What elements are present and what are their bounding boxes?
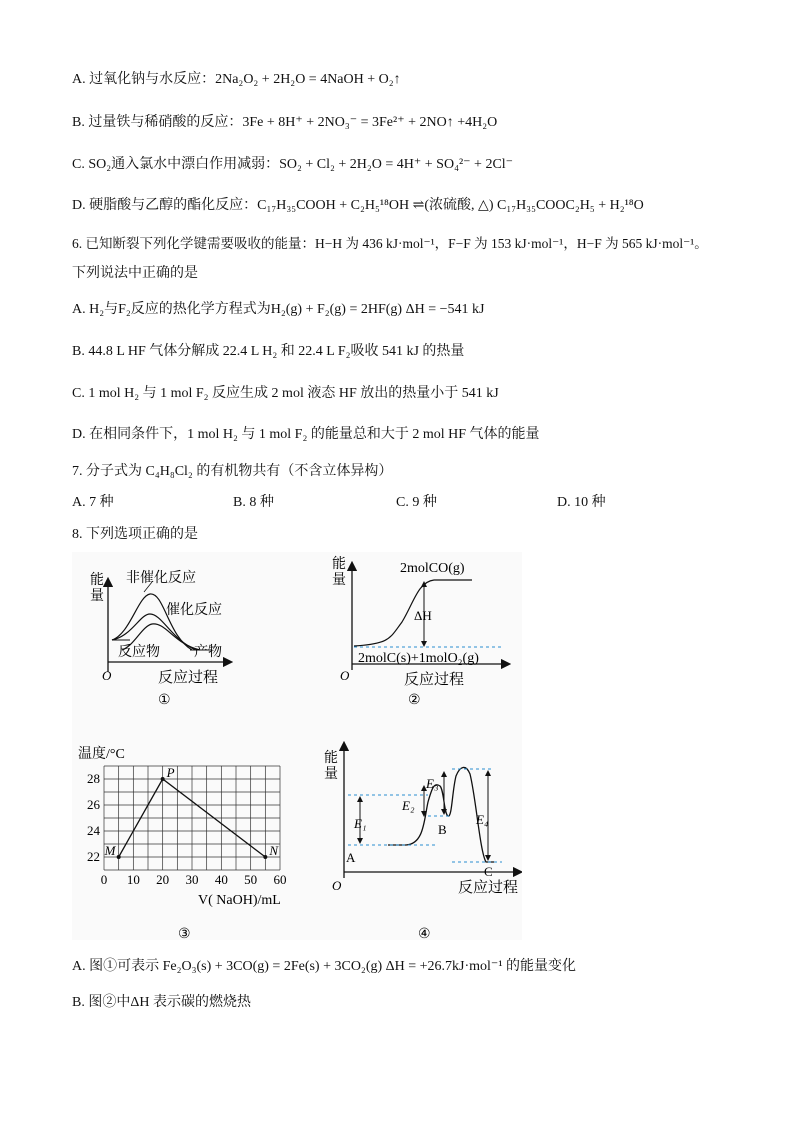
- fig3-point-label-p: P: [166, 765, 175, 780]
- fig4-y-label-1: 能: [324, 751, 338, 766]
- fig3-x-tick-label: 30: [185, 872, 199, 887]
- fig1-x-label: 反应过程: [158, 670, 219, 686]
- fig3-x-tick-label: 40: [214, 872, 228, 887]
- fig4-e1-label: E₁: [354, 816, 367, 831]
- fig1-product-label: 产物: [194, 645, 222, 660]
- fig3-caption: ③: [178, 927, 191, 940]
- fig3-x-label: V( NaOH)/mL: [198, 893, 281, 908]
- fig4-caption: ④: [418, 927, 431, 940]
- fig2-top-label: 2molCO(g): [400, 561, 465, 576]
- q5-option-a: A. 过氧化钠与水反应：2Na₂O₂ + 2H₂O = 4NaOH + O₂↑: [72, 72, 401, 87]
- fig2-caption: ②: [408, 693, 421, 708]
- q6-stem-line1: 6. 已知断裂下列化学键需要吸收的能量：H−H 为 436 kJ·mol⁻¹，F−F 为 153 kJ·mol⁻¹，H−F 为 565 kJ·mol⁻¹。: [72, 236, 708, 251]
- fig1-origin: O: [102, 668, 112, 683]
- q6-option-a: A. H₂与F₂反应的热化学方程式为H₂(g) + F₂(g) = 2HF(g) ΔH = −541 kJ: [72, 302, 485, 317]
- fig4-point-b: B: [438, 822, 447, 837]
- fig1-reactant-label: 反应物: [118, 645, 160, 660]
- fig3-point-n: [263, 855, 267, 859]
- fig2-energy-curve: [354, 580, 472, 646]
- q5-option-b: B. 过量铁与稀硝酸的反应：3Fe + 8H⁺ + 2NO₃⁻ = 3Fe²⁺ + 2NO↑ +4H₂O: [72, 115, 498, 130]
- fig3-point-p: [161, 777, 165, 781]
- fig4-e4-label: E₄: [476, 812, 489, 827]
- fig3-y-label: 温度/°C: [78, 747, 125, 762]
- fig4-point-c: C: [484, 864, 493, 879]
- fig3-x-tick-label: 60: [273, 872, 287, 887]
- fig3-point-m: [117, 855, 121, 859]
- fig4-point-a: A: [346, 850, 356, 865]
- figure-group: [72, 552, 522, 940]
- fig2-delta-h-label: ΔH: [414, 608, 432, 623]
- fig3-y-tick-label: 24: [87, 823, 100, 838]
- q7-option-b: B. 8 种: [233, 495, 274, 510]
- figure-3-temperature-chart: [78, 745, 287, 940]
- fig4-e2-label: E₂: [402, 798, 415, 813]
- q7-option-a: A. 7 种: [72, 495, 114, 510]
- q7-option-c: C. 9 种: [396, 495, 437, 510]
- fig2-x-label: 反应过程: [404, 672, 465, 688]
- q5-option-d: D. 硬脂酸与乙醇的酯化反应：C₁₇H₃₅COOH + C₂H₅¹⁸OH ⇌(浓硫酸, △) C₁₇H₃₅COOC₂H₅ + H₂¹⁸O: [72, 198, 644, 213]
- fig2-y-label-1: 能: [332, 557, 346, 572]
- fig1-y-label-2: 量: [90, 589, 104, 604]
- fig3-y-tick-label: 26: [87, 797, 100, 812]
- q8-option-b: B. 图②中ΔH 表示碳的燃烧热: [72, 995, 251, 1010]
- fig4-y-label-2: 量: [324, 767, 338, 782]
- fig3-y-tick-label: 22: [87, 849, 100, 864]
- figure-2-co-formation: [332, 555, 506, 708]
- q8-option-a: A. 图①可表示 Fe₂O₃(s) + 3CO(g) = 2Fe(s) + 3CO₂(g) ΔH = +26.7kJ·mol⁻¹ 的能量变化: [72, 959, 577, 974]
- fig3-point-label-n: N: [269, 843, 279, 858]
- fig3-point-label-m: M: [104, 843, 116, 858]
- q6-option-c: C. 1 mol H₂ 与 1 mol F₂ 反应生成 2 mol 液态 HF 放出的热量小于 541 kJ: [72, 386, 499, 401]
- fig3-x-tick-label: 0: [100, 872, 108, 887]
- fig2-origin: O: [340, 668, 350, 683]
- fig4-origin: O: [332, 878, 342, 893]
- figure-4-multistep-energy: [324, 746, 518, 940]
- figure-1-catalysis: [90, 569, 228, 708]
- fig2-bottom-label: 2molC(s)+1molO₂(g): [358, 651, 479, 666]
- fig3-x-tick-label: 20: [156, 872, 170, 887]
- q5-option-c: C. SO₂通入氯水中漂白作用减弱：SO₂ + Cl₂ + 2H₂O = 4H⁺ + SO₄²⁻ + 2Cl⁻: [72, 157, 514, 172]
- q6-option-d: D. 在相同条件下，1 mol H₂ 与 1 mol F₂ 的能量总和大于 2 mol HF 气体的能量: [72, 427, 540, 442]
- fig3-x-tick-label: 50: [244, 872, 258, 887]
- q7-option-d: D. 10 种: [557, 495, 606, 510]
- fig1-catalyzed-label: 催化反应: [166, 603, 222, 618]
- fig1-y-label-1: 能: [90, 573, 104, 588]
- q8-stem: 8. 下列选项正确的是: [72, 527, 198, 542]
- fig3-grid: [104, 766, 280, 870]
- fig2-y-label-2: 量: [332, 573, 346, 588]
- fig3-ticks: [87, 771, 287, 887]
- fig4-e3-label: E₃: [426, 776, 439, 791]
- q6-stem-line2: 下列说法中正确的是: [72, 266, 198, 281]
- fig3-y-tick-label: 28: [87, 771, 100, 786]
- fig1-uncatalyzed-label: 非催化反应: [126, 571, 196, 586]
- fig1-caption: ①: [158, 693, 171, 708]
- q7-stem: 7. 分子式为 C₄H₈Cl₂ 的有机物共有（不含立体异构）: [72, 464, 393, 479]
- q6-option-b: B. 44.8 L HF 气体分解成 22.4 L H₂ 和 22.4 L F₂吸收 541 kJ 的热量: [72, 344, 465, 359]
- fig4-x-label: 反应过程: [458, 880, 519, 896]
- fig3-x-tick-label: 10: [126, 872, 140, 887]
